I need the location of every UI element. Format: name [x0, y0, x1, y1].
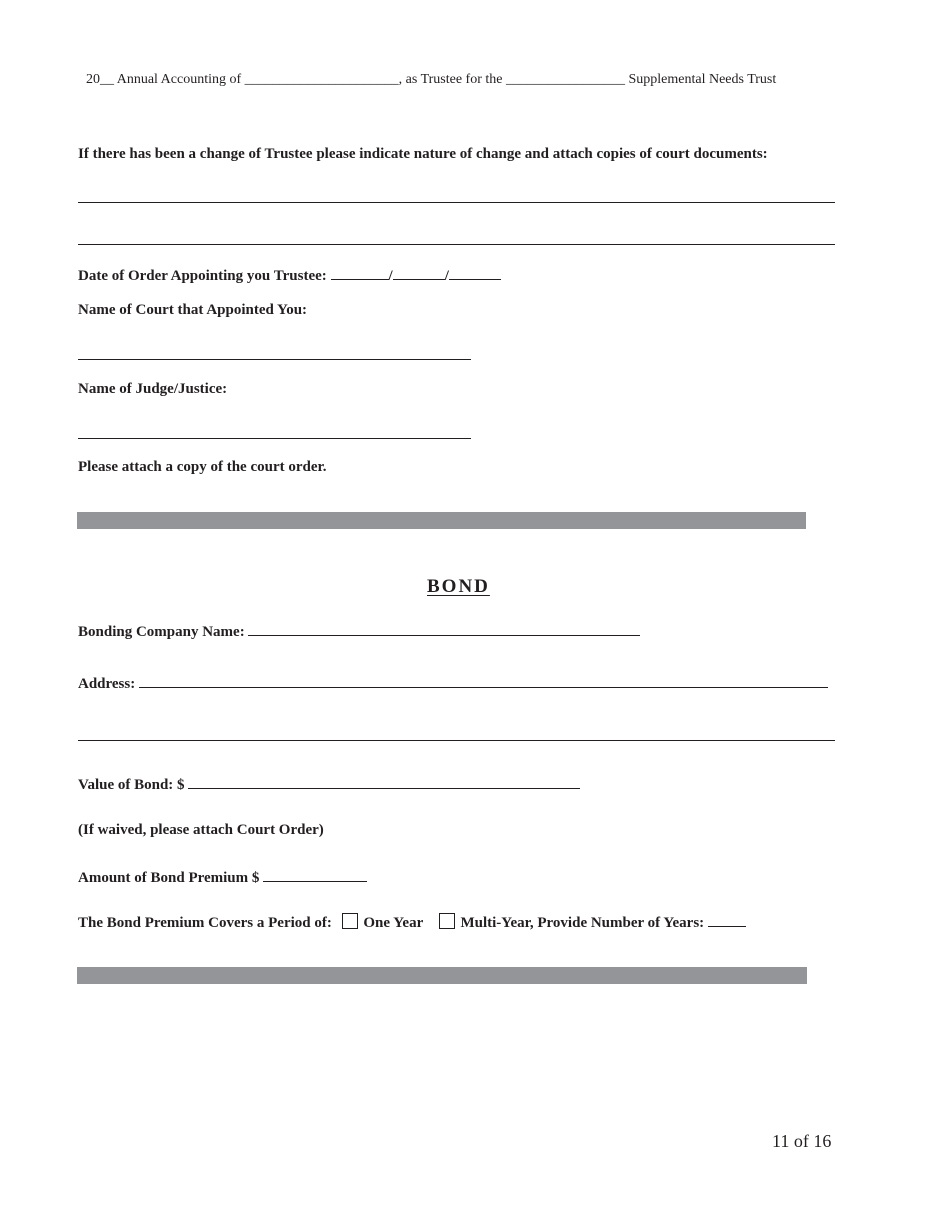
one-year-checkbox[interactable] — [342, 913, 358, 929]
date-of-order-label: Date of Order Appointing you Trustee: — [78, 268, 327, 284]
judge-name-label: Name of Judge/Justice: — [78, 381, 228, 397]
bond-premium-field[interactable] — [263, 868, 367, 882]
bonding-company-field[interactable] — [248, 622, 640, 636]
date-separator: / — [444, 268, 449, 284]
section-divider-bar — [77, 967, 807, 984]
address-label: Address: — [78, 676, 136, 692]
header-as-trustee: , as Trustee for the — [398, 72, 503, 87]
date-day-field[interactable] — [393, 266, 445, 280]
header-trustee-blank[interactable]: ______________________ — [244, 72, 399, 87]
date-of-order-row — [78, 266, 501, 285]
change-of-trustee-line-1[interactable] — [78, 202, 835, 203]
attach-court-order-note: Please attach a copy of the court order. — [78, 459, 327, 475]
premium-period-row — [78, 913, 746, 932]
bond-value-field[interactable] — [188, 775, 580, 789]
premium-period-label: The Bond Premium Covers a Period of: — [78, 915, 332, 931]
judge-name-field[interactable] — [78, 438, 471, 439]
bond-premium-label: Amount of Bond Premium $ — [78, 870, 260, 886]
address-field[interactable] — [139, 674, 828, 688]
multi-year-checkbox[interactable] — [439, 913, 455, 929]
court-name-label: Name of Court that Appointed You: — [78, 302, 308, 318]
change-of-trustee-line-2[interactable] — [78, 244, 835, 245]
bond-value-row — [78, 775, 580, 794]
date-month-field[interactable] — [331, 266, 389, 280]
address-line-2[interactable] — [78, 740, 835, 741]
header-trust-blank[interactable]: _________________ — [505, 72, 625, 87]
date-year-field[interactable] — [449, 266, 501, 280]
one-year-label: One Year — [363, 915, 423, 931]
bonding-company-row — [78, 622, 640, 641]
header-trust-type: Supplemental Needs Trust — [628, 72, 777, 87]
bond-value-label: Value of Bond: $ — [78, 777, 185, 793]
header-annual-accounting: Annual Accounting of — [116, 72, 242, 87]
date-separator: / — [388, 268, 393, 284]
multi-year-label: Multi-Year, Provide Number of Years: — [460, 915, 705, 931]
header-year: 20__ — [86, 72, 114, 87]
bonding-company-label: Bonding Company Name: — [78, 624, 245, 640]
address-row — [78, 674, 828, 693]
page-header — [86, 72, 776, 88]
bond-waived-note: (If waived, please attach Court Order) — [78, 822, 324, 838]
number-of-years-field[interactable] — [708, 913, 746, 927]
page-number: 11 of 16 — [772, 1131, 832, 1151]
section-divider-bar — [77, 512, 806, 529]
change-of-trustee-instruction: If there has been a change of Trustee please indicate nature of change and attach copies of court documents: — [78, 146, 768, 162]
bond-premium-row — [78, 868, 367, 887]
bond-section-title: BOND — [427, 576, 490, 597]
court-name-field[interactable] — [78, 359, 471, 360]
